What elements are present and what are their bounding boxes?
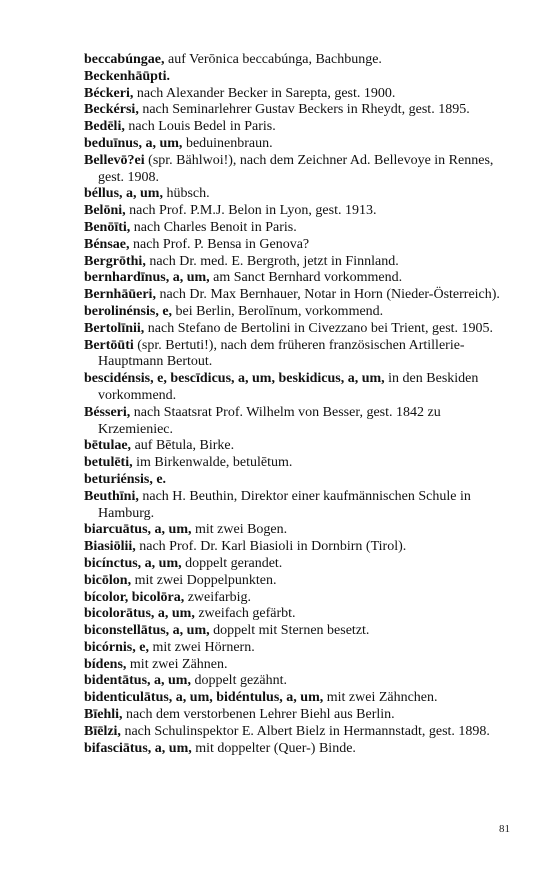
entry-definition: doppelt mit Sternen besetzt. — [213, 623, 370, 639]
entry-definition: doppelt gerandet. — [185, 555, 283, 571]
entry-term: Bertolīnii, — [84, 320, 145, 336]
entry-definition: im Birkenwalde, betulētum. — [136, 455, 293, 471]
entry-definition: hübsch. — [166, 186, 210, 202]
dictionary-entry — [84, 472, 514, 489]
dictionary-entry — [84, 270, 514, 287]
entry-term: Bedēli, — [84, 119, 125, 135]
entry-definition: nach Dr. Max Bernhauer, Notar in Horn (Nieder-Österreich). — [159, 287, 500, 303]
entry-term: Beckérsi, — [84, 102, 139, 118]
entry-definition: mit zwei Doppelpunkten. — [134, 572, 277, 588]
dictionary-entry — [84, 371, 514, 405]
entry-definition: nach Seminarlehrer Gustav Beckers in Rheydt, gest. 1895. — [142, 102, 470, 118]
entry-definition: nach Alexander Becker in Sarepta, gest. 1900. — [136, 85, 396, 101]
dictionary-entry — [84, 556, 514, 573]
entry-term: bētulae, — [84, 438, 132, 454]
entry-definition: nach Prof. P.M.J. Belon in Lyon, gest. 1913. — [129, 203, 377, 219]
entry-definition: nach Charles Benoit in Paris. — [133, 219, 297, 235]
entry-definition: mit zwei Hörnern. — [152, 639, 255, 655]
entry-term: Bertōūti — [84, 337, 134, 353]
entry-definition: in den Beskiden vorkommend. — [98, 371, 479, 403]
entry-definition: mit zwei Zähnchen. — [326, 690, 438, 706]
entry-definition: nach dem verstorbenen Lehrer Biehl aus Berlin. — [126, 707, 395, 723]
entry-term: Bernhāūeri, — [84, 287, 156, 303]
entry-term: Bīēlzi, — [84, 723, 121, 739]
dictionary-page — [84, 52, 514, 757]
entry-definition: (spr. Bertuti!), nach dem früheren französischen Artillerie-Hauptmann Bertout. — [98, 337, 465, 370]
dictionary-entry — [84, 573, 514, 590]
dictionary-entry — [84, 455, 514, 472]
dictionary-entry — [84, 724, 514, 741]
dictionary-entry — [84, 220, 514, 237]
dictionary-entry — [84, 438, 514, 455]
dictionary-entry — [84, 186, 514, 203]
entry-definition: (spr. Bählwoi!), nach dem Zeichner Ad. Bellevoye in Rennes, gest. 1908. — [98, 152, 494, 185]
dictionary-entry — [84, 673, 514, 690]
entry-term: Beuthīni, — [84, 488, 139, 504]
entry-term: Beckenhāūpti. — [84, 68, 170, 84]
entry-term: Belōni, — [84, 203, 126, 219]
dictionary-entry — [84, 237, 514, 254]
dictionary-entry — [84, 522, 514, 539]
entry-term: Bellevō?ei — [84, 152, 145, 168]
entry-definition: mit zwei Bogen. — [194, 522, 288, 538]
entry-definition: nach H. Beuthin, Direktor einer kaufmännischen Schule in Hamburg. — [98, 488, 471, 521]
dictionary-entry — [84, 321, 514, 338]
entry-definition: zweifarbig. — [187, 589, 252, 605]
entry-term: berolinénsis, e, — [84, 303, 173, 319]
entry-definition: mit zwei Zähnen. — [129, 656, 228, 672]
entry-definition: nach Stefano de Bertolini in Civezzano bei Trient, gest. 1905. — [147, 320, 494, 336]
entry-definition: auf Verōnica beccabúnga, Bachbunge. — [168, 52, 382, 67]
entry-term: bicolorātus, a, um, — [84, 606, 195, 622]
dictionary-entry — [84, 304, 514, 321]
dictionary-entry — [84, 338, 514, 372]
entry-term: Benōīti, — [84, 219, 131, 235]
entry-term: bifasciātus, a, um, — [84, 740, 192, 756]
dictionary-entry — [84, 203, 514, 220]
entry-term: beccabúngae, — [84, 52, 165, 67]
dictionary-entry — [84, 657, 514, 674]
entry-term: betulēti, — [84, 455, 133, 471]
entry-term: bidentātus, a, um, — [84, 673, 191, 689]
dictionary-entry — [84, 136, 514, 153]
entry-definition: mit doppelter (Quer-) Binde. — [195, 740, 356, 756]
entry-term: biconstellātus, a, um, — [84, 623, 210, 639]
entry-definition: auf Bētula, Birke. — [134, 438, 235, 454]
entry-term: bícolor, bicolōra, — [84, 589, 185, 605]
dictionary-entry — [84, 153, 514, 187]
entry-definition: bei Berlin, Berolīnum, vorkommend. — [175, 303, 384, 319]
entry-term: Béckeri, — [84, 85, 134, 101]
page-number: 81 — [499, 823, 510, 835]
entry-term: beduīnus, a, um, — [84, 135, 183, 151]
dictionary-entry — [84, 86, 514, 103]
entry-definition: nach Schulinspektor E. Albert Bielz in Hermannstadt, gest. 1898. — [124, 723, 490, 739]
dictionary-entry — [84, 287, 514, 304]
entry-definition: nach Prof. P. Bensa in Genova? — [133, 236, 310, 252]
entry-term: bescidénsis, e, bescīdicus, a, um, beskidicus, a, um, — [84, 371, 385, 387]
entry-term: bicōlon, — [84, 572, 132, 588]
dictionary-entry — [84, 52, 514, 69]
entry-definition: doppelt gezähnt. — [194, 673, 287, 689]
dictionary-entry — [84, 254, 514, 271]
dictionary-entry — [84, 69, 514, 86]
dictionary-entry — [84, 102, 514, 119]
entry-term: bídens, — [84, 656, 127, 672]
entry-definition: am Sanct Bernhard vorkommend. — [213, 270, 403, 286]
entry-definition: nach Louis Bedel in Paris. — [128, 119, 276, 135]
entry-term: Bīehli, — [84, 707, 123, 723]
entry-definition: nach Prof. Dr. Karl Biasioli in Dornbirn (Tirol). — [139, 539, 407, 555]
dictionary-entry — [84, 707, 514, 724]
entry-term: bicórnis, e, — [84, 639, 149, 655]
entry-term: bicínctus, a, um, — [84, 555, 182, 571]
entry-term: Bénsae, — [84, 236, 130, 252]
entry-term: béllus, a, um, — [84, 186, 163, 202]
entry-term: beturiénsis, e. — [84, 471, 167, 487]
entry-definition: zweifach gefärbt. — [198, 606, 296, 622]
entry-term: Bergrōthi, — [84, 253, 146, 269]
entry-term: biarcuātus, a, um, — [84, 522, 192, 538]
entry-term: bidenticulātus, a, um, bidéntulus, a, um, — [84, 690, 324, 706]
dictionary-entry — [84, 623, 514, 640]
dictionary-entry — [84, 405, 514, 439]
entry-definition: nach Dr. med. E. Bergroth, jetzt in Finnland. — [149, 253, 399, 269]
dictionary-entry — [84, 640, 514, 657]
dictionary-entry — [84, 489, 514, 523]
entry-definition: nach Staatsrat Prof. Wilhelm von Besser, gest. 1842 zu Krzemieniec. — [98, 404, 441, 437]
entry-term: bernhardīnus, a, um, — [84, 270, 210, 286]
dictionary-entry — [84, 606, 514, 623]
dictionary-entry — [84, 741, 514, 758]
dictionary-entry — [84, 539, 514, 556]
entry-term: Bésseri, — [84, 404, 131, 420]
entry-definition: beduinenbraun. — [185, 135, 273, 151]
dictionary-entry — [84, 590, 514, 607]
entry-term: Biasiōlii, — [84, 539, 136, 555]
dictionary-entry — [84, 119, 514, 136]
dictionary-entry — [84, 690, 514, 707]
